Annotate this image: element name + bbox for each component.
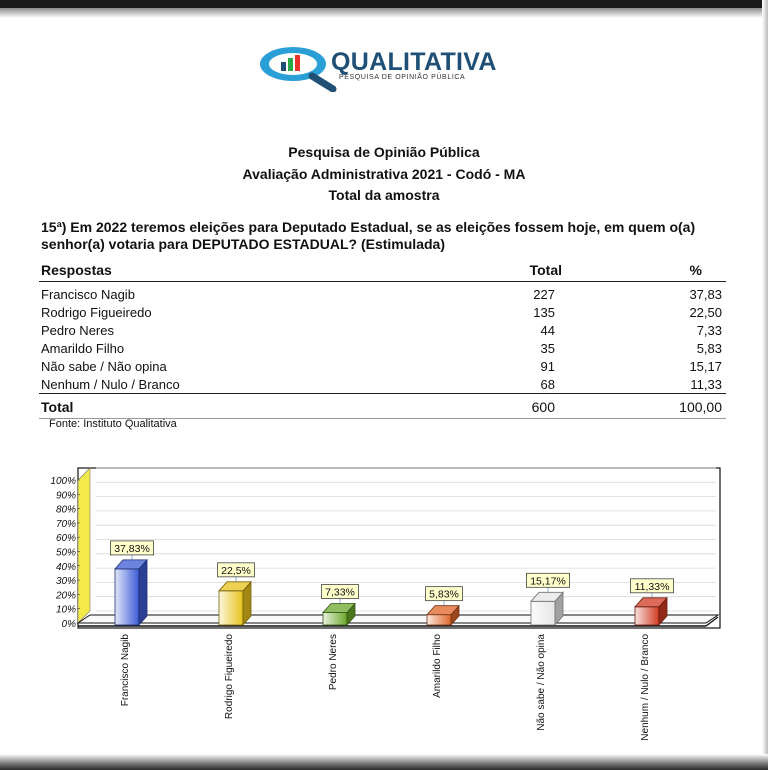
bar-side (139, 560, 147, 625)
total-label: Total (39, 394, 453, 419)
data-label: 37,83% (114, 542, 150, 555)
y-tick-label: 80% (55, 504, 76, 516)
row-label: Rodrigo Figueiredo (41, 304, 152, 320)
x-category-label: Francisco Nagib (120, 634, 131, 707)
y-tick-label: 30% (55, 576, 76, 588)
row-pct: 5,83 (696, 340, 722, 356)
x-category-label: Nenhum / Nulo / Branco (640, 634, 651, 741)
y-tick-label: 50% (55, 547, 76, 559)
bar (219, 591, 243, 625)
data-label: 5,83% (429, 588, 459, 601)
row-total: 68 (540, 376, 555, 392)
total-pct: 100,00 (580, 394, 726, 419)
bar (323, 613, 347, 625)
row-label: Francisco Nagib (41, 286, 135, 302)
y-tick-label: 10% (55, 604, 76, 616)
question-text: 15ª) Em 2022 teremos eleições para Deputado Estadual, se as eleições fossem hoje, em quem o(a) senhor(a) votaria para DEPUTADO ESTADUAL? (Estimulada) (41, 219, 696, 252)
y-tick-label: 40% (55, 561, 76, 573)
report-subtitle: Avaliação Administrativa 2021 - Codó - MA (242, 166, 526, 182)
x-category-label: Rodrigo Figueiredo (224, 634, 235, 720)
col-header-respostas: Respostas (39, 259, 453, 282)
row-pct: 37,83 (689, 286, 722, 302)
row-total: 44 (540, 322, 555, 338)
data-label: 7,33% (325, 586, 355, 599)
y-tick-label: 20% (55, 590, 76, 602)
row-total: 135 (533, 304, 555, 320)
y-tick-label: 70% (55, 518, 76, 530)
row-total: 91 (540, 358, 555, 374)
row-total: 35 (540, 340, 555, 356)
row-pct: 7,33 (696, 322, 722, 338)
report-sample: Total da amostra (328, 187, 440, 203)
row-label: Não sabe / Não opina (41, 358, 167, 374)
chart-side-wall (78, 468, 90, 623)
row-label: Pedro Neres (41, 322, 114, 338)
row-pct: 15,17 (689, 358, 722, 374)
row-label: Nenhum / Nulo / Branco (41, 376, 180, 392)
source-note: Fonte: Instituto Qualitativa (49, 418, 177, 430)
col-header-pct: % (580, 259, 726, 282)
total-count: 600 (453, 394, 580, 419)
bar (427, 615, 451, 625)
data-label: 11,33% (634, 580, 670, 593)
bar (531, 601, 555, 625)
row-total: 227 (533, 286, 555, 302)
logo-tagline: PESQUISA DE OPINIÃO PÚBLICA (339, 74, 466, 81)
chart-floor (78, 615, 718, 623)
col-header-total: Total (453, 259, 580, 282)
chart-frame (78, 468, 720, 628)
report-title: Pesquisa de Opinião Pública (288, 144, 480, 160)
logo-name: QUALITATIVA (331, 48, 497, 76)
x-category-label: Amarildo Filho (432, 634, 443, 698)
bar (115, 569, 139, 625)
data-label: 22,5% (221, 564, 251, 577)
row-pct: 11,33 (690, 376, 722, 392)
x-category-label: Não sabe / Não opina (536, 634, 547, 731)
bar (635, 607, 659, 625)
y-tick-label: 60% (55, 533, 76, 545)
row-pct: 22,50 (689, 304, 722, 320)
y-tick-label: 90% (55, 490, 76, 502)
data-label: 15,17% (530, 575, 566, 588)
x-category-label: Pedro Neres (328, 634, 339, 691)
y-tick-label: 100% (50, 476, 76, 487)
y-tick-label: 0% (61, 619, 76, 630)
row-label: Amarildo Filho (41, 340, 125, 356)
